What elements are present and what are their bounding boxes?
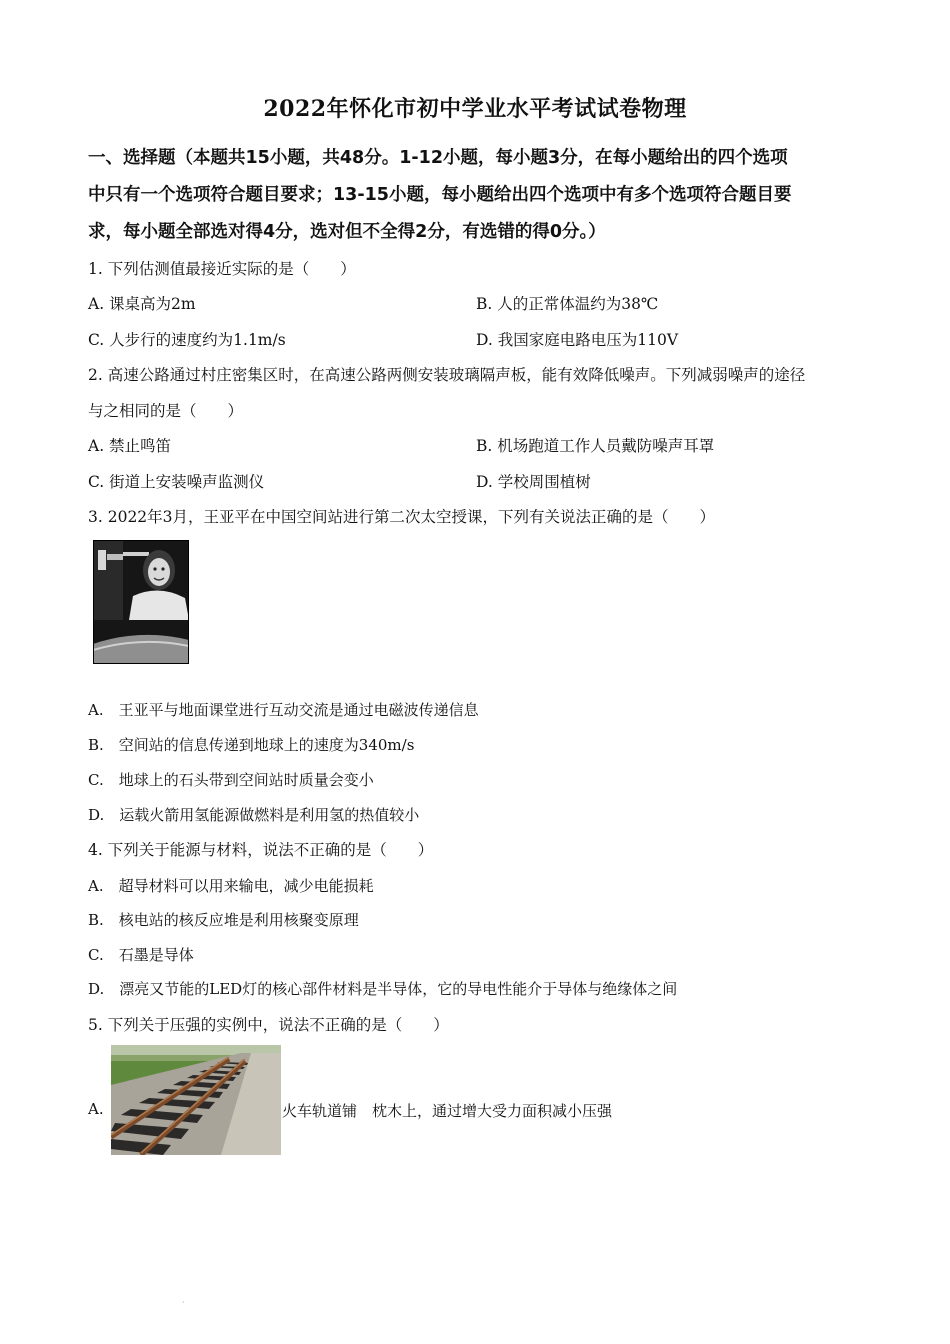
q4-option-c: C. 石墨是导体 — [88, 946, 194, 964]
q2-option-d: D. 学校周围植树 — [476, 473, 591, 491]
footer-mark: · — [182, 1298, 185, 1307]
q3-stem: 3. 2022年3月，王亚平在中国空间站进行第二次太空授课，下列有关说法正确的是（ ） — [88, 508, 716, 526]
q5-option-a-label: A. — [88, 1100, 104, 1118]
page-title: 2022年怀化市初中学业水平考试试卷物理 — [263, 96, 687, 122]
q1-option-b: B. 人的正常体温约为38℃ — [476, 295, 659, 313]
q3-option-d: D. 运载火箭用氢能源做燃料是利用氢的热值较小 — [88, 806, 420, 824]
q2-stem-line-2: 与之相同的是（ ） — [88, 402, 244, 420]
q1-stem: 1. 下列估测值最接近实际的是（ ） — [88, 260, 356, 278]
space-station-photo-graphic — [93, 540, 189, 664]
q3-option-a: A. 王亚平与地面课堂进行互动交流是通过电磁波传递信息 — [88, 701, 479, 719]
railway-track-photo-graphic — [111, 1045, 281, 1155]
section-instructions — [88, 140, 868, 251]
q5-stem: 5. 下列关于压强的实例中，说法不正确的是（ ） — [88, 1016, 449, 1034]
q2-option-c: C. 街道上安装噪声监测仪 — [88, 473, 265, 491]
q4-option-d: D. 漂亮又节能的LED灯的核心部件材料是半导体，它的导电性能介于导体与绝缘体之间 — [88, 980, 678, 998]
q4-stem: 4. 下列关于能源与材料，说法不正确的是（ ） — [88, 841, 434, 859]
q4-option-b: B. 核电站的核反应堆是利用核聚变原理 — [88, 911, 359, 929]
q3-option-b: B. 空间站的信息传递到地球上的速度为340m/s — [88, 736, 415, 754]
q2-option-b: B. 机场跑道工作人员戴防噪声耳罩 — [476, 437, 715, 455]
q4-option-a: A. 超导材料可以用来输电，减少电能损耗 — [88, 877, 374, 895]
section-line-2: 中只有一个选项符合题目要求；13-15小题，每小题给出四个选项中有多个选项符合题目要 — [88, 185, 792, 205]
q1-option-d: D. 我国家庭电路电压为110V — [476, 331, 679, 349]
q1-option-a: A. 课桌高为2m — [88, 295, 196, 313]
q2-option-a: A. 禁止鸣笛 — [88, 437, 172, 455]
section-line-1: 一、选择题（本题共15小题，共48分。1-12小题，每小题3分，在每小题给出的四个选项 — [88, 148, 788, 168]
q5-option-a-text: 火车轨道铺 枕木上，通过增大受力面积减小压强 — [282, 1102, 613, 1120]
space-station-photo — [93, 540, 189, 664]
railway-track-photo — [111, 1045, 281, 1155]
section-line-3: 求，每小题全部选对得4分，选对但不全得2分，有选错的得0分。） — [88, 222, 606, 242]
q2-stem-line-1: 2. 高速公路通过村庄密集区时，在高速公路两侧安装玻璃隔声板，能有效降低噪声。下列减弱噪声的途径 — [88, 366, 806, 384]
q3-option-c: C. 地球上的石头带到空间站时质量会变小 — [88, 771, 374, 789]
q1-option-c: C. 人步行的速度约为1.1m/s — [88, 331, 286, 349]
